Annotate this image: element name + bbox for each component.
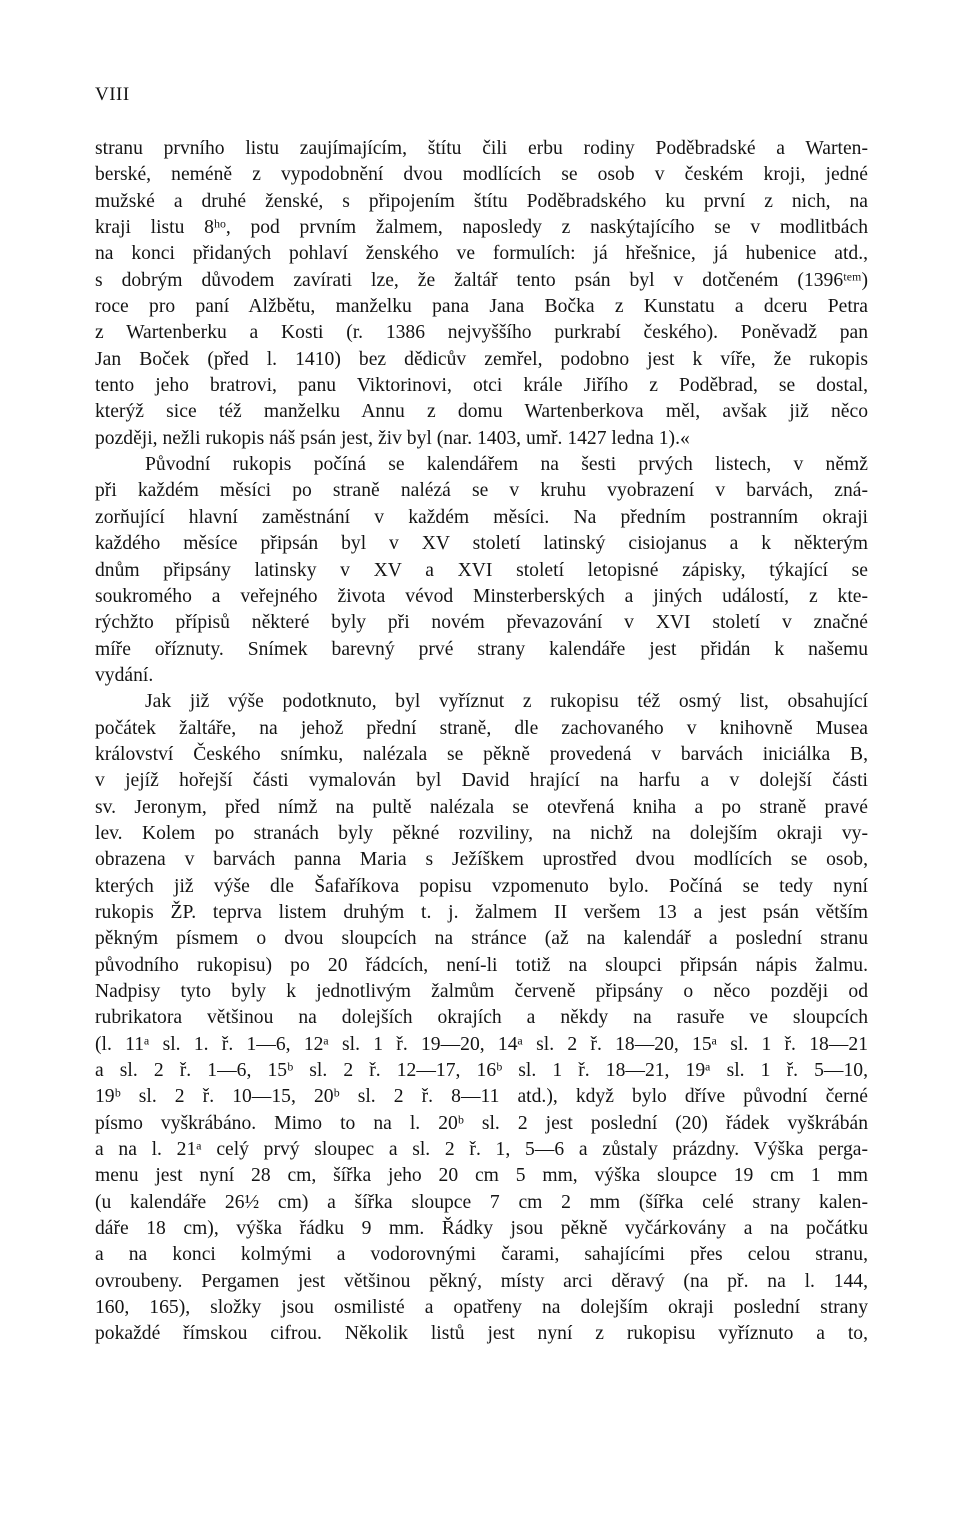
text-line: každého měsíce připsán byl v XV století latinský cisiojanus a k některým	[95, 533, 868, 555]
text-line: tento jeho bratrovi, panu Viktorinovi, otci krále Jiřího z Poděbrad, se dostal,	[95, 375, 868, 397]
text-line: písmo vyškrábáno. Mimo to na l. 20ᵇ sl. 2 jest poslední (20) řádek vyškrábán	[95, 1112, 868, 1134]
text-line: a na konci kolmými a vodorovnými čarami, sahajícími přes celou stranu,	[95, 1244, 868, 1266]
text-line: z Wartenberku a Kosti (r. 1386 nejvyššího purkrabí českého). Poněvadž pan	[95, 322, 868, 344]
text-line: pěkným písmem o dvou sloupcích na stránce (až na kalendář a poslední stranu	[95, 928, 868, 950]
text-line: kterých již výše dle Šafaříkova popisu vzpomenuto bylo. Počíná se tedy nyní	[95, 875, 868, 897]
text-line: vydání.	[95, 664, 154, 686]
text-line: rýchžto přípisů některé byly při novém převazování v XVI století v značné	[95, 612, 868, 634]
body-text	[95, 136, 868, 1348]
text-line: Původní rukopis počíná se kalendářem na šesti prvých listech, v němž	[145, 454, 868, 476]
text-line: 19ᵇ sl. 2 ř. 10—15, 20ᵇ sl. 2 ř. 8—11 atd.), když bylo dříve původní černé	[95, 1086, 868, 1108]
text-line: dnům připsány latinsky v XV a XVI století letopisné zápisky, týkající se	[95, 559, 868, 581]
text-line: na konci přidaných pohlaví ženského ve formulích: já hřešnice, já hubenice atd.,	[95, 243, 868, 265]
text-line: při každém měsíci po straně nalézá se v kruhu vyobrazení v barvách, zná-	[95, 480, 868, 502]
text-line: počátek žaltáře, na jehož přední straně, dle zachovaného v knihovně Musea	[95, 717, 868, 739]
text-line: (u kalendáře 26½ cm) a šířka sloupce 7 cm 2 mm (šířka celé strany kalen-	[95, 1191, 868, 1213]
text-line: obrazena v barvách panna Maria s Ježíškem uprostřed dvou modlících se osob,	[95, 849, 868, 871]
text-line: míře oříznuty. Snímek barevný prvé strany kalendáře jest přidán k našemu	[95, 638, 868, 660]
text-line: (l. 11ᵃ sl. 1. ř. 1—6, 12ᵃ sl. 1 ř. 19—20, 14ᵃ sl. 2 ř. 18—20, 15ᵃ sl. 1 ř. 18—21	[95, 1033, 868, 1055]
text-line: stranu prvního listu zaujímajícím, štítu čili erbu rodiny Poděbradské a Warten-	[95, 138, 868, 159]
text-line: Nadpisy tyto byly k jednotlivým žalmům červeně připsány o něco později od	[95, 981, 868, 1002]
text-line: rukopis ŽP. teprva listem druhým t. j. žalmem II veršem 13 a jest psán větším	[95, 901, 868, 923]
text-line: království Českého snímku, nalézala se pěkně provedená v barvách iniciálka B,	[95, 743, 868, 765]
text-line: kraji listu 8ʰᵒ, pod prvním žalmem, naposledy z naskýtajícího se v modlitbách	[95, 217, 868, 239]
text-line: berské, neméně z vypodobnění dvou modlících se osob v českém kroji, jedné	[95, 164, 868, 186]
text-line: s dobrým důvodem zavírati lze, že žaltář tento psán byl v dotčeném (1396ᵗᵉᵐ)	[95, 269, 868, 291]
text-line: Jak již výše podotknuto, byl vyříznut z rukopisu též osmý list, obsahující	[145, 691, 868, 713]
text-line: později, nežli rukopis náš psán jest, živ byl (nar. 1403, umř. 1427 ledna 1).«	[95, 427, 690, 449]
text-line: pokaždé římskou cifrou. Několik listů jest nyní z rukopisu vyříznuto a to,	[95, 1323, 868, 1345]
text-line: mužské a druhé ženské, s připojením štítu Poděbradského ku první z nich, na	[95, 190, 868, 212]
page-number: VIII	[95, 84, 130, 105]
text-line: menu jest nyní 28 cm, šířka jeho 20 cm 5 mm, výška sloupce 19 cm 1 mm	[95, 1165, 868, 1187]
text-line: zorňující hlavní zaměstnání v každém měsíci. Na předním postranním okraji	[95, 506, 868, 528]
text-line: Jan Boček (před l. 1410) bez dědicův zemřel, podobno jest k víře, že rukopis	[95, 348, 868, 370]
text-line: dáře 18 cm), výška řádku 9 mm. Řádky jsou pěkně vyčárkovány a na počátku	[95, 1218, 868, 1240]
text-line: rubrikatora většinou na dolejších okrajích a někdy na rasuře ve sloupcích	[95, 1007, 868, 1029]
text-line: sv. Jeronym, před nímž na pultě nalézala se otevřená kniha a po straně pravé	[95, 796, 868, 818]
text-line: kterýž sice též manželku Annu z domu Wartenberkova měl, avšak již něco	[95, 401, 868, 423]
text-line: původního rukopisu) po 20 řádcích, není-li totiž na sloupci připsán nápis žalmu.	[95, 954, 868, 976]
text-line: soukromého a veřejného života vévod Minsterberských a jiných událostí, z kte-	[95, 585, 868, 607]
text-line: a na l. 21ᵃ celý prvý sloupec a sl. 2 ř. 1, 5—6 a zůstaly prázdny. Výška perga-	[95, 1139, 868, 1161]
text-line: a sl. 2 ř. 1—6, 15ᵇ sl. 2 ř. 12—17, 16ᵇ sl. 1 ř. 18—21, 19ᵃ sl. 1 ř. 5—10,	[95, 1060, 868, 1082]
text-line: 160, 165), složky jsou osmilisté a opatřeny na dolejším okraji poslední strany	[95, 1297, 868, 1319]
text-line: lev. Kolem po stranách byly pěkné rozviliny, na nichž na dolejším okraji vy-	[95, 822, 868, 844]
text-line: v jejíž hořejší části vymalován byl David hrající na harfu a v dolejší části	[95, 770, 868, 792]
text-line: roce pro paní Alžbětu, manželku pana Jana Bočka z Kunstatu a dceru Petra	[95, 296, 868, 318]
text-line: ovroubeny. Pergamen jest většinou pěkný, místy arci děravý (na př. na l. 144,	[95, 1270, 868, 1292]
